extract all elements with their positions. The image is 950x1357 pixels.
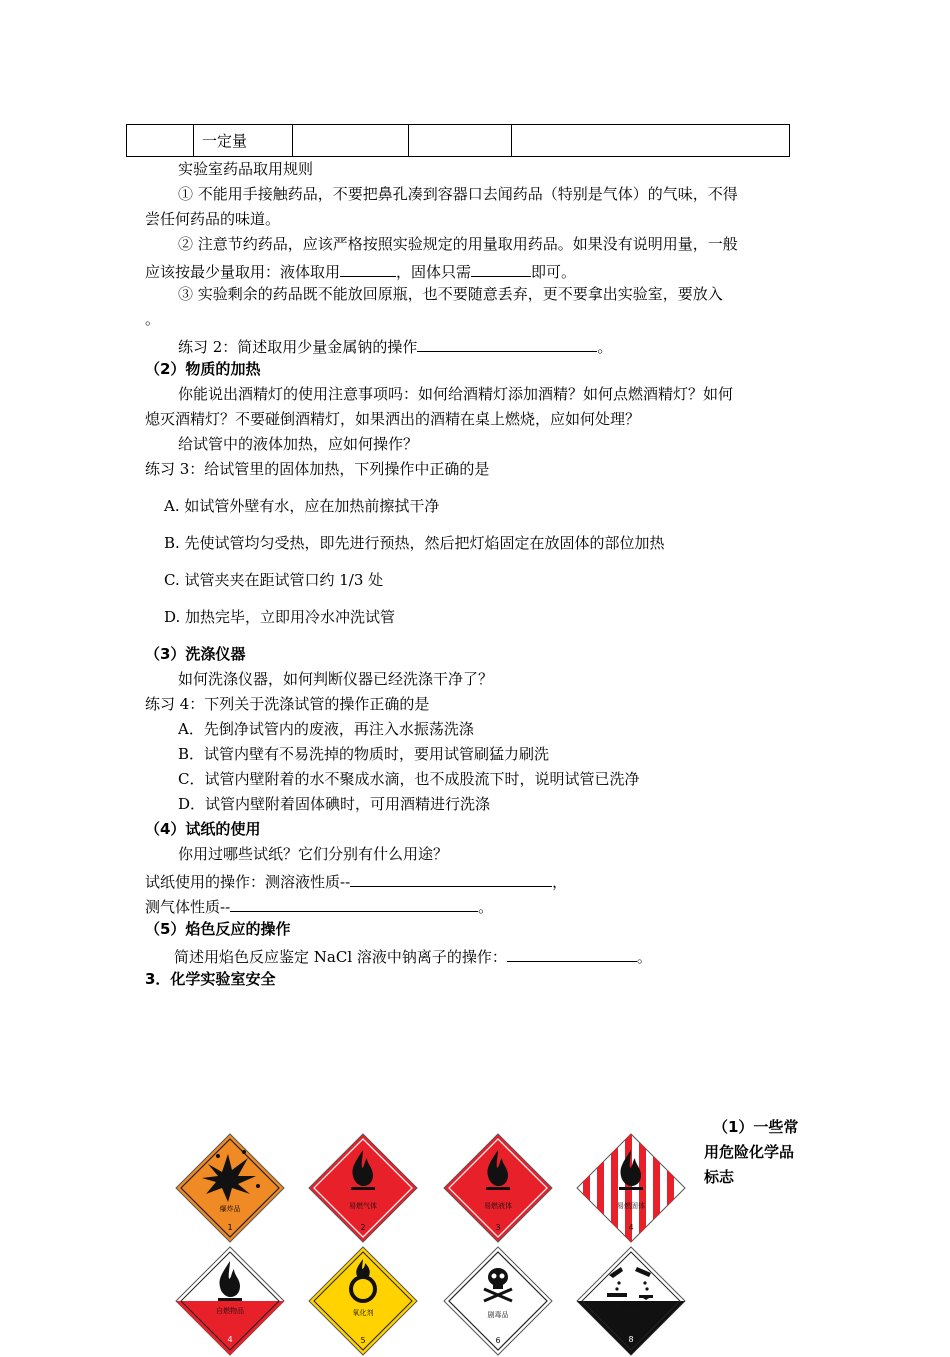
fill-blank[interactable] — [230, 897, 478, 912]
heating-para-2: 给试管中的液体加热，应如何操作？ — [178, 435, 419, 453]
rules-title: 实验室药品取用规则 — [178, 160, 314, 178]
rule-1: ① 不能用手接触药品，不要把鼻孔凑到容器口去闻药品（特别是气体）的气味，不得 — [178, 185, 738, 203]
sign-number: 5 — [360, 1336, 366, 1345]
fill-blank[interactable] — [471, 262, 531, 277]
test-paper-line-1-text: 试纸使用的操作：测溶液性质-- — [145, 873, 351, 891]
heading-lab-safety: 3．化学实验室安全 — [145, 970, 276, 988]
sign-number: 6 — [495, 1336, 501, 1345]
hazard-sign-flammable-solid — [575, 1132, 687, 1244]
sign-number: 4 — [628, 1223, 634, 1232]
sign-label: 爆炸品 — [219, 1205, 241, 1213]
sign-label: 自燃物品 — [216, 1307, 244, 1315]
exercise-3: 练习 3：给试管里的固体加热，下列操作中正确的是 — [145, 460, 490, 478]
side-caption-line-2: 用危险化学品 — [704, 1143, 795, 1161]
rule-2-text-b: ，固体只需 — [396, 263, 472, 281]
heading-washing: （3）洗涤仪器 — [145, 645, 246, 663]
table-cell — [293, 125, 409, 157]
rule-2: ② 注意节约药品，应该严格按照实验规定的用量取用药品。如果没有说明用量，一般 — [178, 235, 738, 253]
test-paper-line-1 — [145, 872, 567, 890]
hazard-sign-toxic — [442, 1245, 554, 1357]
heading-flame-test: （5）焰色反应的操作 — [145, 920, 291, 938]
table-cell: 一定量 — [194, 125, 293, 157]
exercise-4-option-b: B．试管内壁有不易洗掉的物质时，要用试管刷猛力刷洗 — [178, 745, 550, 763]
heating-para-1-cont: 熄灭酒精灯？不要碰倒酒精灯，如果洒出的酒精在桌上燃烧，应如何处理？ — [145, 410, 641, 428]
heading-heating: （2）物质的加热 — [145, 360, 261, 378]
rule-1-cont: 尝任何药品的味道。 — [145, 210, 281, 228]
flame-test-para — [174, 947, 652, 965]
fill-blank[interactable] — [340, 262, 396, 277]
exercise-3-option-d: D. 加热完毕，立即用冷水冲洗试管 — [164, 608, 396, 626]
flame-test-end: 。 — [636, 948, 652, 966]
heading-test-paper: （4）试纸的使用 — [145, 820, 261, 838]
test-paper-line-2-end: 。 — [478, 898, 494, 916]
rule-3-cont: 。 — [145, 310, 161, 328]
fill-blank[interactable] — [507, 947, 637, 962]
washing-para: 如何洗涤仪器，如何判断仪器已经洗涤干净了？ — [178, 670, 494, 688]
fill-blank[interactable] — [350, 872, 552, 887]
exercise-3-option-b: B. 先使试管均匀受热，即先进行预热，然后把灯焰固定在放固体的部位加热 — [164, 534, 665, 552]
sign-number: 8 — [628, 1335, 634, 1344]
exercise-4-option-a: A．先倒净试管内的废液，再注入水振荡洗涤 — [178, 720, 474, 738]
exercise-2-end: 。 — [597, 338, 613, 356]
material-table-fragment — [126, 124, 790, 157]
heating-para-1: 你能说出酒精灯的使用注意事项吗：如何给酒精灯添加酒精？如何点燃酒精灯？如何 — [178, 385, 734, 403]
side-caption-line-1: （1）一些常 — [713, 1118, 799, 1136]
sign-label: 剧毒品 — [487, 1311, 509, 1319]
hazard-sign-oxidizer — [307, 1245, 419, 1357]
test-paper-line-2 — [145, 897, 493, 915]
hazard-sign-flammable-liquid — [442, 1132, 554, 1244]
sign-label: 腐蚀品 — [620, 1301, 642, 1309]
sign-label: 氧化剂 — [352, 1309, 374, 1317]
rule-3: ③ 实验剩余的药品既不能放回原瓶，也不要随意丢弃，更不要拿出实验室，要放入 — [178, 285, 723, 303]
sign-label: 易燃气体 — [349, 1202, 377, 1210]
exercise-3-option-a: A. 如试管外壁有水，应在加热前擦拭干净 — [164, 497, 440, 515]
test-paper-line-1-end: ， — [552, 873, 568, 891]
exercise-4-option-c: C．试管内壁附着的水不聚成水滴，也不成股流下时，说明试管已洗净 — [178, 770, 640, 788]
sign-number: 3 — [495, 1223, 501, 1232]
exercise-4-option-d: D．试管内壁附着固体碘时，可用酒精进行洗涤 — [178, 795, 491, 813]
sign-number: 4 — [227, 1335, 233, 1344]
hazard-sign-explosive — [174, 1132, 286, 1244]
rule-2-text-c: 即可。 — [531, 263, 577, 281]
rule-2-cont — [145, 262, 576, 280]
hazard-sign-spontaneous-combustible — [174, 1245, 286, 1357]
fill-blank[interactable] — [417, 337, 597, 352]
table-cell — [127, 125, 194, 157]
side-caption-line-3: 标志 — [704, 1168, 735, 1186]
flame-test-text: 简述用焰色反应鉴定 NaCl 溶液中钠离子的操作： — [174, 948, 507, 966]
exercise-2-text: 练习 2：简述取用少量金属钠的操作 — [178, 338, 418, 356]
hazard-sign-corrosive — [575, 1245, 687, 1357]
sign-label: 易燃固体 — [617, 1202, 645, 1210]
sign-number: 1 — [227, 1223, 233, 1232]
exercise-2 — [178, 337, 612, 355]
rule-2-text-a: 应该按最少量取用：液体取用 — [145, 263, 341, 281]
hazard-sign-flammable-gas — [307, 1132, 419, 1244]
test-paper-para: 你用过哪些试纸？它们分别有什么用途？ — [178, 845, 449, 863]
table-row — [127, 125, 790, 157]
exercise-3-option-c: C. 试管夹夹在距试管口约 1/3 处 — [164, 571, 384, 589]
table-cell — [409, 125, 512, 157]
exercise-4: 练习 4：下列关于洗涤试管的操作正确的是 — [145, 695, 430, 713]
sign-number: 2 — [360, 1223, 366, 1232]
table-cell — [512, 125, 790, 157]
test-paper-line-2-text: 测气体性质-- — [145, 898, 231, 916]
sign-label: 易燃液体 — [484, 1202, 512, 1210]
